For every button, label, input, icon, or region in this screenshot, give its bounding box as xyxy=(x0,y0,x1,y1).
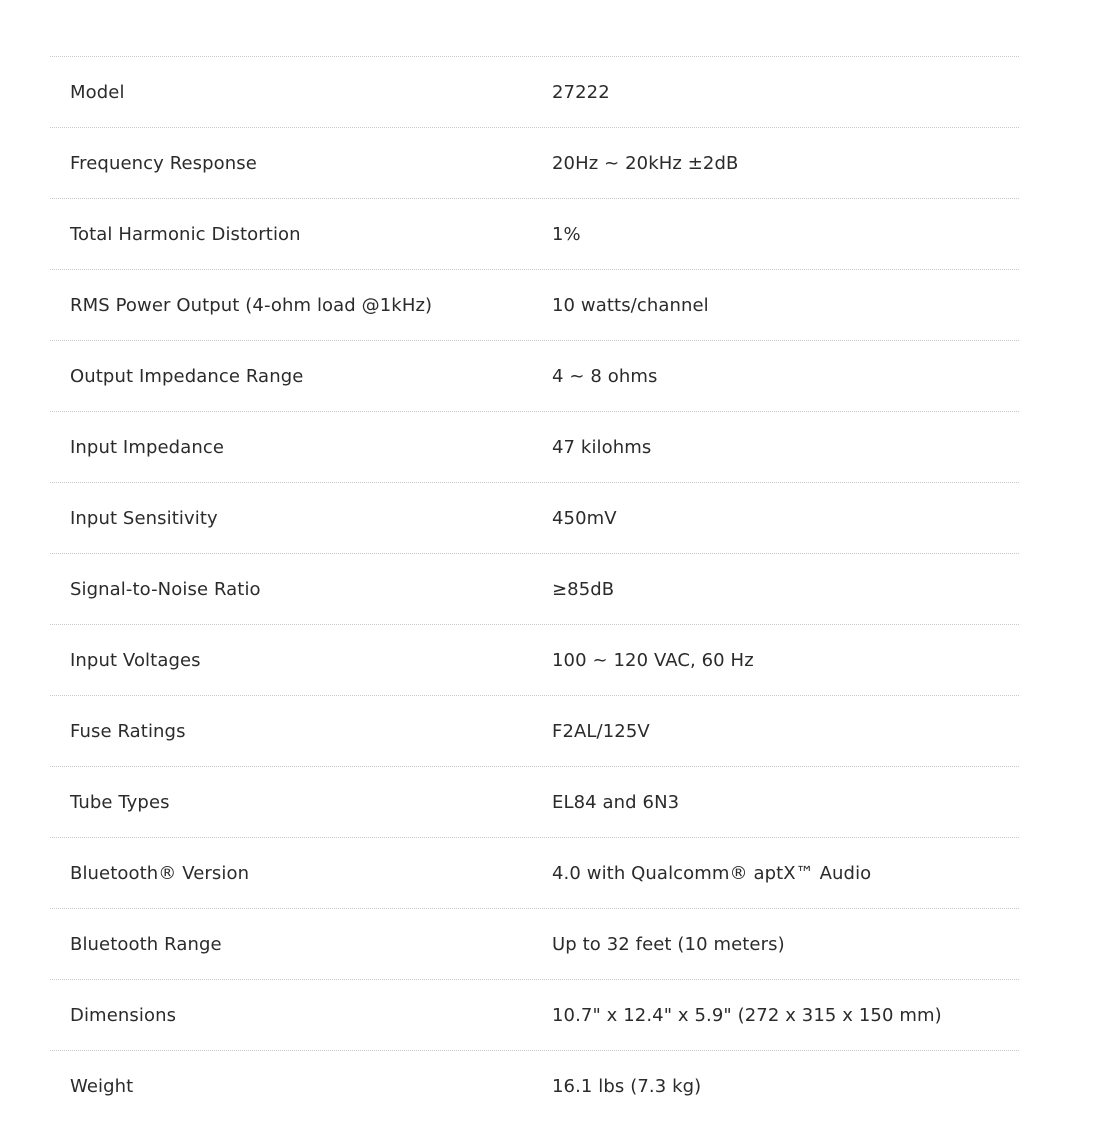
spec-label: Bluetooth Range xyxy=(70,933,222,955)
spec-label: Dimensions xyxy=(70,1004,177,1026)
spec-label: Tube Types xyxy=(70,791,170,813)
spec-row-bluetooth-version xyxy=(50,838,1019,909)
spec-label: RMS Power Output (4-ohm load @1kHz) xyxy=(70,294,433,316)
spec-label: Total Harmonic Distortion xyxy=(70,223,301,245)
spec-label: Signal-to-Noise Ratio xyxy=(70,578,261,600)
spec-value: 4.0 with Qualcomm® aptX™ Audio xyxy=(552,862,872,884)
spec-row-output-impedance-range xyxy=(50,341,1019,412)
spec-row-input-voltages xyxy=(50,625,1019,696)
spec-label: Output Impedance Range xyxy=(70,365,304,387)
spec-row-signal-to-noise-ratio xyxy=(50,554,1019,625)
spec-value: 10 watts/channel xyxy=(552,294,709,316)
spec-value: 27222 xyxy=(552,81,610,103)
spec-label: Model xyxy=(70,81,125,103)
spec-row-tube-types xyxy=(50,767,1019,838)
spec-row-frequency-response xyxy=(50,128,1019,199)
spec-row-model xyxy=(50,57,1019,128)
spec-value: 20Hz ~ 20kHz ±2dB xyxy=(552,152,739,174)
spec-value: 10.7" x 12.4" x 5.9" (272 x 315 x 150 mm) xyxy=(552,1004,942,1026)
specifications-table xyxy=(50,56,1019,1121)
spec-row-weight xyxy=(50,1051,1019,1121)
spec-value: Up to 32 feet (10 meters) xyxy=(552,933,785,955)
spec-row-fuse-ratings xyxy=(50,696,1019,767)
spec-row-bluetooth-range xyxy=(50,909,1019,980)
spec-row-input-sensitivity xyxy=(50,483,1019,554)
spec-value: 16.1 lbs (7.3 kg) xyxy=(552,1075,702,1097)
spec-label: Fuse Ratings xyxy=(70,720,186,742)
spec-value: 100 ~ 120 VAC, 60 Hz xyxy=(552,649,754,671)
spec-value: ≥85dB xyxy=(552,578,615,600)
spec-row-input-impedance xyxy=(50,412,1019,483)
spec-value: EL84 and 6N3 xyxy=(552,791,680,813)
spec-value: 1% xyxy=(552,223,581,245)
spec-label: Bluetooth® Version xyxy=(70,862,250,884)
spec-row-total-harmonic-distortion xyxy=(50,199,1019,270)
spec-label: Input Impedance xyxy=(70,436,225,458)
spec-label: Weight xyxy=(70,1075,134,1097)
spec-value: 4 ~ 8 ohms xyxy=(552,365,658,387)
spec-value: 450mV xyxy=(552,507,617,529)
spec-row-rms-power-output xyxy=(50,270,1019,341)
spec-row-dimensions xyxy=(50,980,1019,1051)
spec-label: Frequency Response xyxy=(70,152,257,174)
spec-value: 47 kilohms xyxy=(552,436,652,458)
spec-label: Input Sensitivity xyxy=(70,507,218,529)
spec-label: Input Voltages xyxy=(70,649,201,671)
spec-value: F2AL/125V xyxy=(552,720,650,742)
